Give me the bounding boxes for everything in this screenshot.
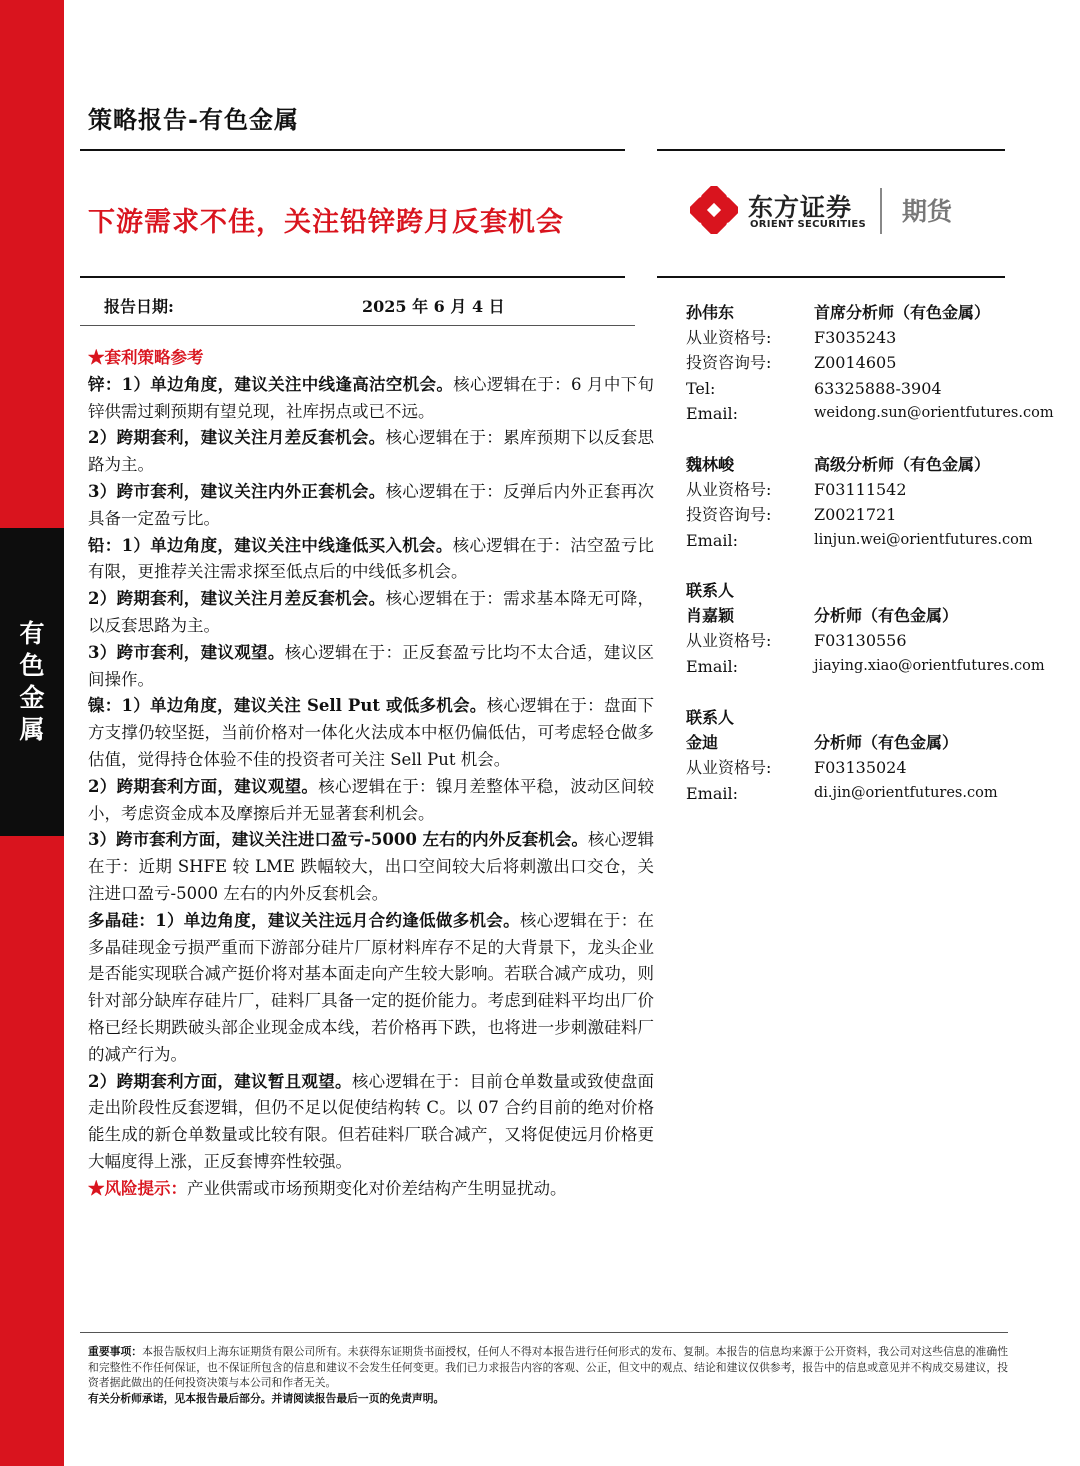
paragraph-text: 核心逻辑在于：正反套盈亏比均不太合适，建议区间操作。 bbox=[88, 642, 654, 689]
analyst-card bbox=[686, 300, 1054, 426]
paragraph bbox=[88, 479, 654, 533]
sidebar-char: 有 bbox=[19, 619, 45, 648]
paragraph-lead: 3）跨市套利方面，建议关注进口盈亏-5000 左右的内外反套机会。 bbox=[88, 830, 588, 850]
orient-logo-icon bbox=[690, 186, 738, 234]
analyst-title: 高级分析师（有色金属） bbox=[814, 455, 991, 474]
analyst-email[interactable]: di.jin@orientfutures.com bbox=[814, 784, 998, 801]
analyst-name: 魏林峻 bbox=[686, 455, 735, 474]
field-label: 投资咨询号: bbox=[686, 505, 772, 525]
field-value: F03130556 bbox=[814, 631, 907, 651]
disclaimer-notice bbox=[88, 1344, 1008, 1406]
paragraph-lead: 多晶硅：1）单边角度，建议关注远月合约逢低做多机会。 bbox=[88, 910, 520, 930]
company-logo bbox=[690, 186, 990, 236]
sidebar-char: 属 bbox=[19, 715, 45, 744]
field-label: 从业资格号: bbox=[686, 631, 772, 651]
field-label: 从业资格号: bbox=[686, 480, 772, 500]
sidebar-char: 色 bbox=[19, 651, 45, 680]
divider bbox=[657, 149, 1005, 151]
paragraph bbox=[88, 827, 654, 907]
analyst-email[interactable]: linjun.wei@orientfutures.com bbox=[814, 531, 1033, 548]
contact-prefix: 联系人 bbox=[686, 708, 735, 727]
logo-division: 期货 bbox=[902, 197, 953, 226]
page-title: 下游需求不佳，关注铅锌跨月反套机会 bbox=[88, 207, 564, 238]
field-value: F3035243 bbox=[814, 328, 897, 348]
section-title: ★套利策略参考 bbox=[88, 348, 204, 367]
paragraph-lead: 3）跨市套利，建议观望。 bbox=[88, 642, 285, 662]
field-value: Z0021721 bbox=[814, 505, 897, 525]
risk-text: 产业供需或市场预期变化对价差结构产生明显扰动。 bbox=[187, 1178, 567, 1198]
paragraph-lead: 铅：1）单边角度，建议关注中线逢低买入机会。 bbox=[88, 535, 453, 555]
sidebar-category-label bbox=[0, 618, 64, 746]
paragraph-text: 核心逻辑在于：需求基本降无可降，以反套思路为主。 bbox=[88, 589, 655, 635]
paragraph bbox=[88, 774, 654, 828]
paragraph bbox=[88, 908, 654, 1069]
field-value: Z0014605 bbox=[814, 353, 897, 373]
sidebar-char: 金 bbox=[19, 683, 45, 712]
analyst-title: 分析师（有色金属） bbox=[814, 606, 959, 626]
field-label: 从业资格号: bbox=[686, 758, 772, 778]
analyst-email[interactable]: jiaying.xiao@orientfutures.com bbox=[814, 657, 1045, 674]
notice-last-line: 有关分析师承诺，见本报告最后部分。并请阅读报告最后一页的免责声明。 bbox=[88, 1391, 445, 1405]
contact-prefix: 联系人 bbox=[686, 581, 735, 600]
analyst-name: 肖嘉颖 bbox=[686, 606, 735, 626]
field-label: Tel: bbox=[686, 378, 716, 398]
field-label: Email: bbox=[686, 656, 739, 676]
paragraph-text: 核心逻辑在于：沽空盈亏比有限，更推荐关注需求探至低点后的中线低多机会。 bbox=[88, 535, 655, 582]
paragraph-text: 核心逻辑在于：镍月差整体平稳，波动区间较小，考虑资金成本及摩擦后并无显著套利机会。 bbox=[88, 776, 655, 823]
logo-name-cn: 东方证券 bbox=[748, 193, 853, 222]
divider bbox=[80, 149, 625, 151]
paragraph-text: 核心逻辑在于：反弹后内外正套再次具备一定盈亏比。 bbox=[88, 481, 655, 528]
field-label: Email: bbox=[686, 530, 739, 550]
analyst-title: 分析师（有色金属） bbox=[814, 733, 959, 753]
field-label: 投资咨询号: bbox=[686, 353, 772, 373]
field-value: F03111542 bbox=[814, 480, 907, 500]
report-date-label: 报告日期: bbox=[104, 297, 174, 316]
notice-text: 本报告版权归上海东证期货有限公司所有。未获得东证期货书面授权，任何人不得对本报告进行任何形式的发布、复制。本报告的信息均来源于公开资料，我公司对这些信息的准确性和完整性不作任何保证，也不保证所包含的信息和建议不会发生任何变更。我们已力求报告内容的客观、公正，但文中的观点、结论和建议仅供参考，报告中的信息或意见并不构成交易建议，投资者据此做出的任何投资决策与本公司和作者无关。 bbox=[88, 1345, 1008, 1389]
strategy-body bbox=[88, 345, 654, 1203]
analyst-email[interactable]: weidong.sun@orientfutures.com bbox=[814, 404, 1054, 421]
report-type: 策略报告-有色金属 bbox=[88, 106, 299, 134]
analyst-name: 金迪 bbox=[686, 733, 719, 753]
field-value: 63325888-3904 bbox=[814, 378, 942, 398]
paragraph bbox=[88, 586, 654, 640]
paragraph-text: 核心逻辑在于：近期 SHFE 较 LME 跌幅较大，出口空间较大后将刺激出口交仓，关注进口盈亏-5000 左右的内外反套机会。 bbox=[88, 830, 655, 903]
paragraph-text: 核心逻辑在于：6 月中下旬锌供需过剩预期有望兑现，社库拐点或已不远。 bbox=[88, 374, 655, 421]
notice-label: 重要事项： bbox=[88, 1345, 143, 1358]
paragraph-text: 核心逻辑在于：在多晶硅现金亏损严重而下游部分硅片厂原材料库存不足的大背景下，龙头企业是否能实现联合减产挺价将对基本面走向产生较大影响。若联合减产成功，则针对部分缺库存硅片厂，硅料厂具备一定的挺价能力。考虑到硅料平均出厂价格已经长期跌破头部企业现金成本线，若价格再下跌，也将进一步刺激硅料厂的减产行为。 bbox=[88, 910, 654, 1064]
paragraph-lead: 锌：1）单边角度，建议关注中线逢高沽空机会。 bbox=[88, 374, 454, 394]
divider bbox=[80, 1332, 1008, 1333]
paragraph-lead: 3）跨市套利，建议关注内外正套机会。 bbox=[88, 481, 386, 501]
paragraph-lead: 2）跨期套利，建议关注月差反套机会。 bbox=[88, 589, 386, 609]
field-label: Email: bbox=[686, 783, 739, 803]
paragraph-lead: 镍：1）单边角度，建议关注 Sell Put 或低多机会。 bbox=[88, 696, 487, 716]
paragraph bbox=[88, 372, 654, 426]
paragraph-lead: 2）跨期套利方面，建议暂且观望。 bbox=[88, 1071, 352, 1091]
divider bbox=[80, 276, 625, 278]
risk-note bbox=[88, 1176, 654, 1203]
field-label: 从业资格号: bbox=[686, 328, 772, 348]
paragraph bbox=[88, 693, 654, 773]
risk-label: ★风险提示： bbox=[88, 1178, 187, 1198]
analyst-card bbox=[686, 452, 1046, 553]
paragraph-text: 核心逻辑在于：盘面下方支撑仍较坚挺，当前价格对一体化火法成本中枢仍偏低估，可考虑轻仓做多估值，觉得持仓体验不佳的投资者可关注 Sell Put 机会。 bbox=[88, 696, 654, 769]
paragraph-text: 核心逻辑在于：累库预期下以反套思路为主。 bbox=[88, 428, 655, 475]
analyst-title: 首席分析师（有色金属） bbox=[814, 303, 991, 322]
analyst-card bbox=[686, 705, 1046, 806]
paragraph-lead: 2）跨期套利，建议关注月差反套机会。 bbox=[88, 428, 386, 448]
paragraph bbox=[88, 425, 654, 479]
paragraph bbox=[88, 533, 654, 587]
report-date-value: 2025 年 6 月 4 日 bbox=[362, 297, 505, 316]
paragraph-text: 核心逻辑在于：目前仓单数量或致使盘面走出阶段性反套逻辑，但仍不足以促使结构转 C。以 07 合约目前的绝对价格能生成的新仓单数量或比较有限。但若硅料厂联合减产，又将促使远月价格更大幅度得上涨，正反套博弈性较强。 bbox=[88, 1071, 655, 1171]
divider bbox=[80, 325, 635, 326]
analyst-card bbox=[686, 578, 1046, 679]
paragraph-lead: 2）跨期套利方面，建议观望。 bbox=[88, 776, 319, 796]
field-value: F03135024 bbox=[814, 758, 907, 778]
paragraph bbox=[88, 1069, 654, 1176]
divider bbox=[657, 276, 1005, 278]
logo-name-en: ORIENT SECURITIES bbox=[750, 219, 867, 230]
field-label: Email: bbox=[686, 403, 739, 423]
logo-separator bbox=[880, 188, 882, 234]
analyst-name: 孙伟东 bbox=[686, 303, 735, 322]
paragraph bbox=[88, 640, 654, 694]
